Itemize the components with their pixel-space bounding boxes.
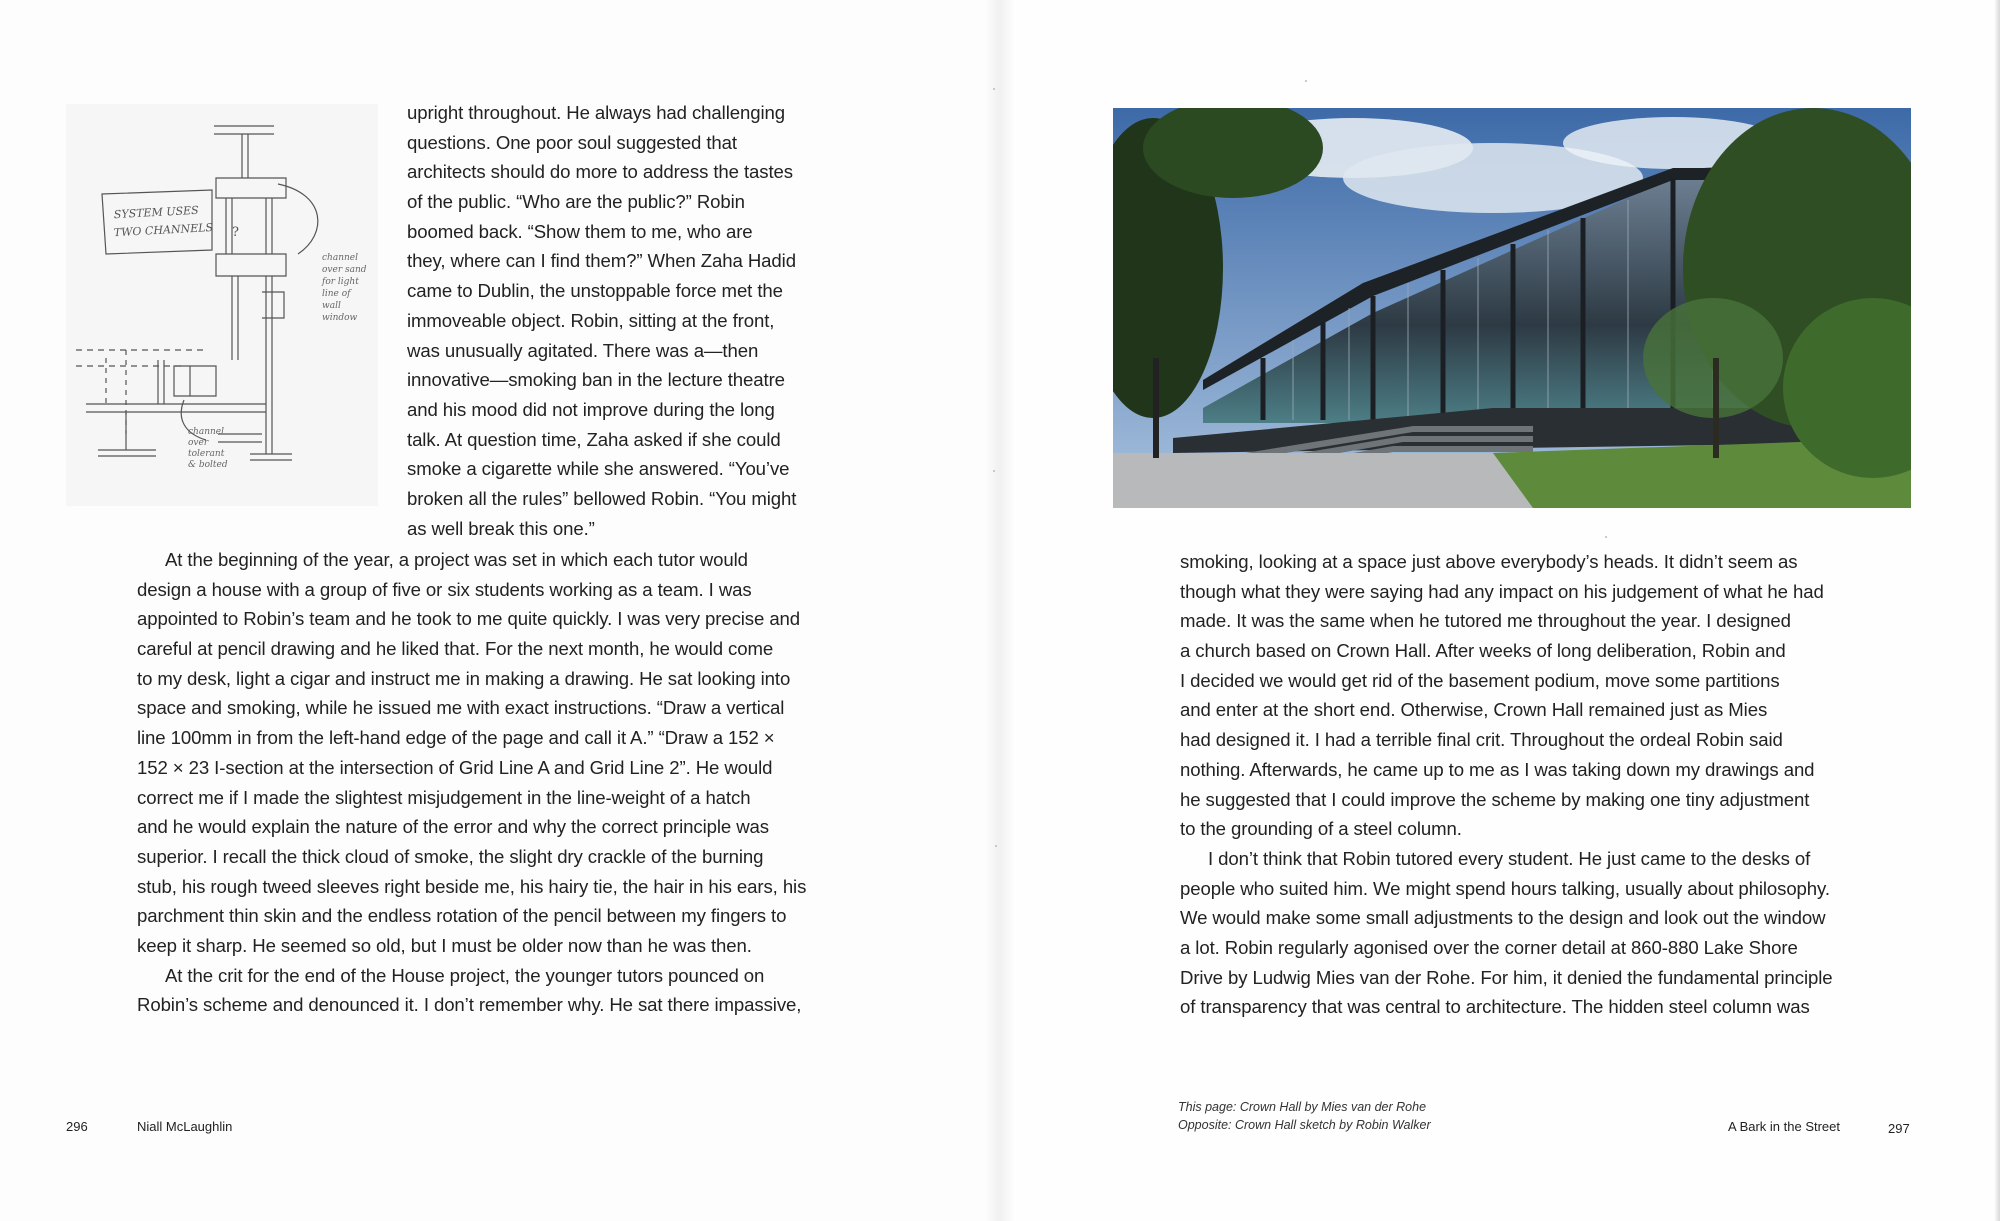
text-line: smoke a cigarette while she answered. “You’ve (407, 458, 790, 480)
text-line: upright throughout. He always had challenging (407, 102, 785, 123)
text-line: Drive by Ludwig Mies van der Rohe. For him, it denied the fundamental principle (1180, 966, 1833, 988)
text-line: appointed to Robin’s team and he took to me quite quickly. I was very precise and (137, 608, 801, 630)
book-gutter (985, 0, 1015, 1221)
caption-opposite: Opposite: Crown Hall sketch by Robin Walker (1178, 1118, 1431, 1132)
text-line: stub, his rough tweed sleeves right beside me, his hairy tie, the hair in his ears, his (137, 875, 807, 897)
text-line: and his mood did not improve during the long (407, 398, 775, 420)
page-number-left: 296 (66, 1119, 88, 1134)
crown-hall-sketch (66, 104, 378, 506)
sketch-note-top-3: for light (322, 277, 359, 287)
page-edge (1994, 0, 2000, 1221)
text-line: 152 × 23 I-section at the intersection of Grid Line A and Grid Line 2”. He would (137, 756, 773, 778)
running-head-author: Niall McLaughlin (137, 1119, 233, 1134)
narrow-text-column (407, 98, 796, 543)
paper-speck (993, 88, 995, 90)
caption-this-page: This page: Crown Hall by Mies van der Rohe (1178, 1100, 1427, 1114)
text-line: he suggested that I could improve the scheme by making one tiny adjustment (1180, 788, 1810, 810)
text-line: though what they were saying had any impact on his judgement of what he had (1180, 580, 1824, 602)
sketch-box-label-2: TWO CHANNELS (113, 221, 214, 240)
text-line: We would make some small adjustments to the design and look out the window (1180, 907, 1826, 929)
text-line: At the beginning of the year, a project was set in which each tutor would (165, 549, 748, 570)
text-line: and enter at the short end. Otherwise, Crown Hall remained just as Mies (1180, 699, 1768, 721)
text-line: space and smoking, while he issued me with exact instructions. “Draw a vertical (137, 697, 785, 719)
text-line: broken all the rules” bellowed Robin. “You might (407, 487, 797, 509)
text-line: made. It was the same when he tutored me throughout the year. I designed (1180, 610, 1791, 632)
text-line: had designed it. I had a terrible final crit. Throughout the ordeal Robin said (1180, 729, 1783, 751)
text-line: keep it sharp. He seemed so old, but I must be older now than he was then. (137, 934, 752, 956)
text-line: architects should do more to address the tastes (407, 161, 793, 183)
sketch-note-bottom-3: tolerant (188, 449, 225, 459)
text-line: as well break this one.” (407, 517, 595, 539)
text-line: talk. At question time, Zaha asked if she could (407, 428, 781, 450)
text-line: of transparency that was central to architecture. The hidden steel column was (1180, 996, 1810, 1018)
running-head-section: A Bark in the Street (1728, 1119, 1841, 1134)
text-line: to my desk, light a cigar and instruct me in making a drawing. He sat looking into (137, 667, 791, 689)
sketch-question: ? (232, 225, 239, 240)
sketch-note-top-6: window (322, 313, 358, 323)
page-number-right: 297 (1888, 1121, 1910, 1136)
text-line: a church based on Crown Hall. After weeks of long deliberation, Robin and (1180, 640, 1786, 662)
paper-speck (1605, 536, 1607, 538)
text-line: careful at pencil drawing and he liked that. For the next month, he would come (137, 638, 774, 660)
sketch-note-bottom-2: over (188, 438, 209, 448)
text-line: I don’t think that Robin tutored every student. He just came to the desks of (1208, 847, 1811, 869)
text-line: parchment thin skin and the endless rotation of the pencil between my fingers to (137, 905, 787, 927)
text-line: to the grounding of a steel column. (1180, 818, 1462, 840)
text-line: superior. I recall the thick cloud of smoke, the slight dry crackle of the burning (137, 845, 764, 867)
text-line: questions. One poor soul suggested that (407, 131, 737, 153)
sketch-note-bottom-4: & bolted (188, 460, 228, 470)
text-line: they, where can I find them?” When Zaha Hadid (407, 250, 796, 272)
sketch-note-top-5: wall (322, 301, 341, 311)
text-line: I decided we would get rid of the basement podium, move some partitions (1180, 669, 1780, 691)
text-line: boomed back. “Show them to me, who are (407, 220, 753, 242)
paper-speck (1305, 80, 1307, 82)
text-line: line 100mm in from the left-hand edge of the page and call it A.” “Draw a 152 × (137, 727, 775, 749)
figure-captions (1178, 1098, 1431, 1134)
paper-speck (995, 845, 997, 847)
text-line: was unusually agitated. There was a—then (407, 339, 759, 361)
paper-speck (993, 470, 995, 472)
text-line: nothing. Afterwards, he came up to me as I was taking down my drawings and (1180, 758, 1815, 780)
left-text-column (137, 545, 806, 1020)
text-line: came to Dublin, the unstoppable force met the (407, 280, 783, 302)
text-line: design a house with a group of five or six students working as a team. I was (137, 578, 752, 600)
crown-hall-photo (1113, 108, 1911, 508)
text-line: innovative—smoking ban in the lecture theatre (407, 369, 785, 391)
text-line: a lot. Robin regularly agonised over the corner detail at 860-880 Lake Shore (1180, 936, 1798, 958)
text-line: smoking, looking at a space just above everybody’s heads. It didn’t seem as (1180, 551, 1798, 572)
sketch-box-label-1: SYSTEM USES (113, 203, 199, 222)
text-line: of the public. “Who are the public?” Robin (407, 191, 745, 213)
text-line: people who suited him. We might spend hours talking, usually about philosophy. (1180, 877, 1830, 899)
text-line: correct me if I made the slightest misjudgement in the line-weight of a hatch (137, 786, 751, 808)
text-line: and he would explain the nature of the error and why the correct principle was (137, 816, 769, 838)
sketch-note-bottom-1: channel (188, 427, 224, 437)
text-line: Robin’s scheme and denounced it. I don’t remember why. He sat there impassive, (137, 994, 802, 1016)
right-text-column (1180, 547, 1833, 1022)
text-line: At the crit for the end of the House project, the younger tutors pounced on (165, 964, 765, 986)
sketch-note-top-2: over sand (322, 265, 367, 275)
sketch-note-top-1: channel (322, 253, 358, 263)
sketch-note-top-4: line of (322, 289, 351, 299)
text-line: immoveable object. Robin, sitting at the front, (407, 309, 775, 331)
